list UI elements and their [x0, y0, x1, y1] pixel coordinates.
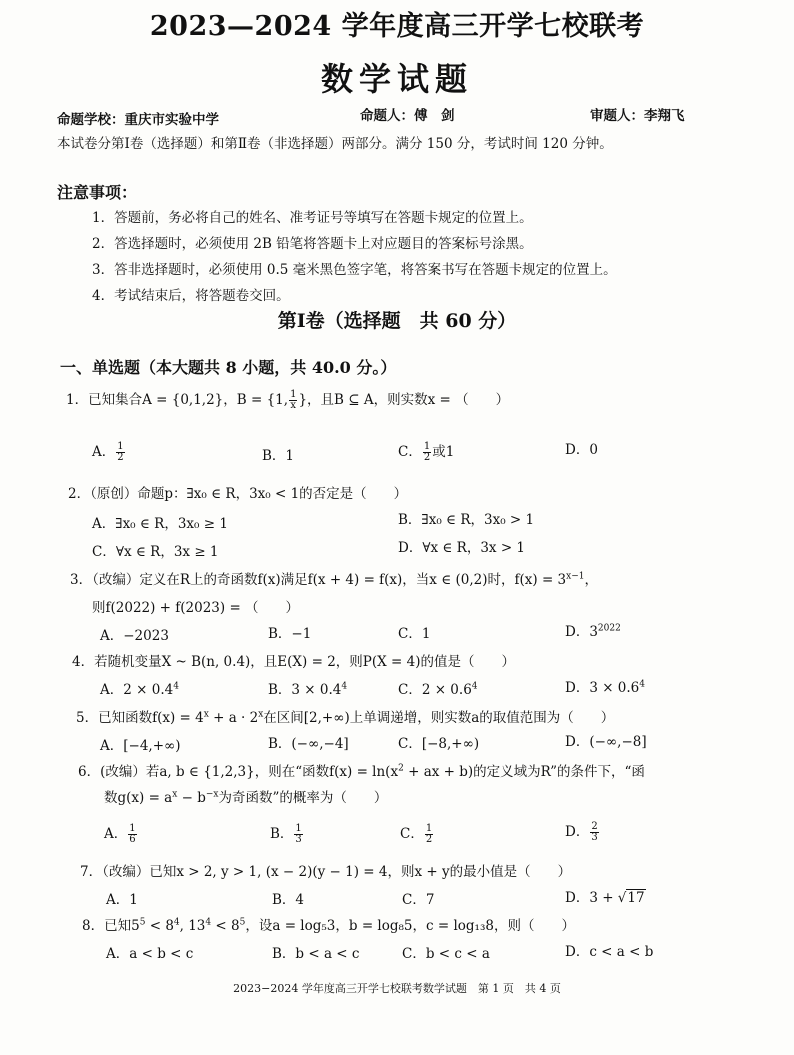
volume-title: 第Ⅰ卷（选择题 共 60 分）: [277, 310, 517, 332]
question-6-option-d: D． $\frac{2}{3}$: [565, 821, 598, 843]
question-8-option-a: A．a < b < c: [106, 946, 194, 962]
question-3-option-d: D．$3^{2022}$: [565, 623, 621, 640]
question-5-stem: 5．已知函数$f(x) = 4^x + a \cdot 2^x$在区间[2,+∞)上单调递增，则实数a的取值范围为（ ）: [76, 709, 615, 726]
notice-item: 4．考试结束后，将答题卷交回。: [92, 288, 290, 304]
question-4-option-d: D．$3 \times 0.6^4$: [565, 679, 646, 696]
question-6-option-c: C． $\frac{1}{2}$: [400, 823, 433, 845]
question-3-stem: 3．（改编）定义在R上的奇函数f(x)满足f(x + 4) = f(x)，当x ∈ (0,2)时，$f(x) = 3^{x-1}$，: [70, 571, 598, 588]
author-label: 命题人：傅 剑: [360, 108, 455, 124]
question-7-option-b: B．4: [272, 892, 305, 908]
question-7-option-a: A．1: [106, 892, 138, 908]
question-1-stem: 1．已知集合A = {0,1,2}，B = {1, $\frac{1}{x}$ }，且B ⊆ A，则实数x = （ ）: [66, 389, 510, 411]
notice-item: 2．答选择题时，必须使用 2B 铅笔将答题卡上对应题目的答案标号涂黑。: [92, 236, 533, 252]
exam-intro: 本试卷分第Ⅰ卷（选择题）和第Ⅱ卷（非选择题）两部分。满分 150 分，考试时间 120 分钟。: [57, 136, 613, 152]
question-7-option-d: D．3 + √17: [565, 890, 645, 906]
question-5-option-d: D．(−∞,−8]: [565, 734, 647, 750]
question-2-option-b: B．∃x₀ ∈ R，3x₀ > 1: [398, 512, 535, 528]
section-title: 一、单选题（本大题共 8 小题，共 40.0 分。）: [60, 358, 397, 377]
question-5-option-b: B．(−∞,−4]: [268, 736, 349, 752]
question-1-option-b: B．1: [262, 448, 295, 464]
question-6-stem: 6．(改编）若a, b ∈ {1,2,3}，则在“函数$f(x) = \ln(x^2$ + ax + b)的定义域为R”的条件下，“函: [78, 763, 645, 780]
question-7-option-c: C．7: [402, 892, 435, 908]
question-6-stem-cont: 数$g(x) = a^x - b^{-x}$为奇函数”的概率为（ ）: [104, 789, 388, 806]
question-1-option-c: C． $\frac{1}{2}$ 或1: [398, 441, 455, 463]
question-1-option-a: A． $\frac{1}{2}$: [92, 441, 124, 463]
question-8-option-d: D．c < a < b: [565, 944, 654, 960]
question-6-option-b: B． $\frac{1}{3}$: [270, 823, 302, 845]
question-8-option-b: B．b < a < c: [272, 946, 360, 962]
question-4-stem: 4．若随机变量X ~ B(n, 0.4)，且E(X) = 2，则P(X = 4)的值是（ ）: [72, 654, 515, 670]
notice-item: 3．答非选择题时，必须使用 0.5 毫米黑色签字笔，将答案书写在答题卡规定的位置上。: [92, 262, 617, 278]
exam-title: 2023—2024 学年度高三开学七校联考: [149, 11, 645, 42]
subject-title: 数学试题: [320, 60, 473, 98]
question-6-option-a: A． $\frac{1}{6}$: [104, 823, 136, 845]
question-2-option-a: A．∃x₀ ∈ R，3x₀ ≥ 1: [92, 516, 228, 532]
question-3-option-b: B．−1: [268, 626, 312, 642]
notice-item: 1．答题前，务必将自己的姓名、准考证号等填写在答题卡规定的位置上。: [92, 210, 533, 226]
question-1-option-d: D．0: [565, 442, 598, 458]
page-footer: 2023−2024 学年度高三开学七校联考数学试题 第 1 页 共 4 页: [233, 982, 561, 995]
question-3-option-c: C．1: [398, 626, 431, 642]
question-2-option-d: D．∀x ∈ R，3x > 1: [398, 540, 526, 556]
school-label: 命题学校：重庆市实验中学: [57, 112, 219, 128]
question-8-stem: 8．已知$5^5 < 8^4$, $13^4 < 8^5$，设a = log₅3，b = log₈5，c = log₁₃8，则（ ）: [82, 917, 575, 934]
question-3-option-a: A．−2023: [100, 628, 169, 644]
reviewer-label: 审题人：李翔飞: [590, 108, 685, 124]
question-2-option-c: C．∀x ∈ R，3x ≥ 1: [92, 544, 219, 560]
question-4-option-b: B．$3 \times 0.4^4$: [268, 681, 348, 698]
question-3-stem-cont: 则f(2022) + f(2023) = （ ）: [92, 600, 300, 616]
question-5-option-a: A．[−4,+∞): [100, 738, 181, 754]
question-7-stem: 7．（改编）已知x > 2, y > 1, (x − 2)(y − 1) = 4，则x + y的最小值是（ ）: [80, 864, 572, 880]
notice-heading: 注意事项：: [57, 183, 138, 202]
question-4-option-c: C．$2 \times 0.6^4$: [398, 681, 478, 698]
question-4-option-a: A．$2 \times 0.4^4$: [100, 681, 179, 698]
question-5-option-c: C．[−8,+∞): [398, 736, 480, 752]
question-8-option-c: C．b < c < a: [402, 946, 490, 962]
question-2-stem: 2．（原创）命题p：∃x₀ ∈ R，3x₀ < 1的否定是（ ）: [68, 486, 408, 502]
